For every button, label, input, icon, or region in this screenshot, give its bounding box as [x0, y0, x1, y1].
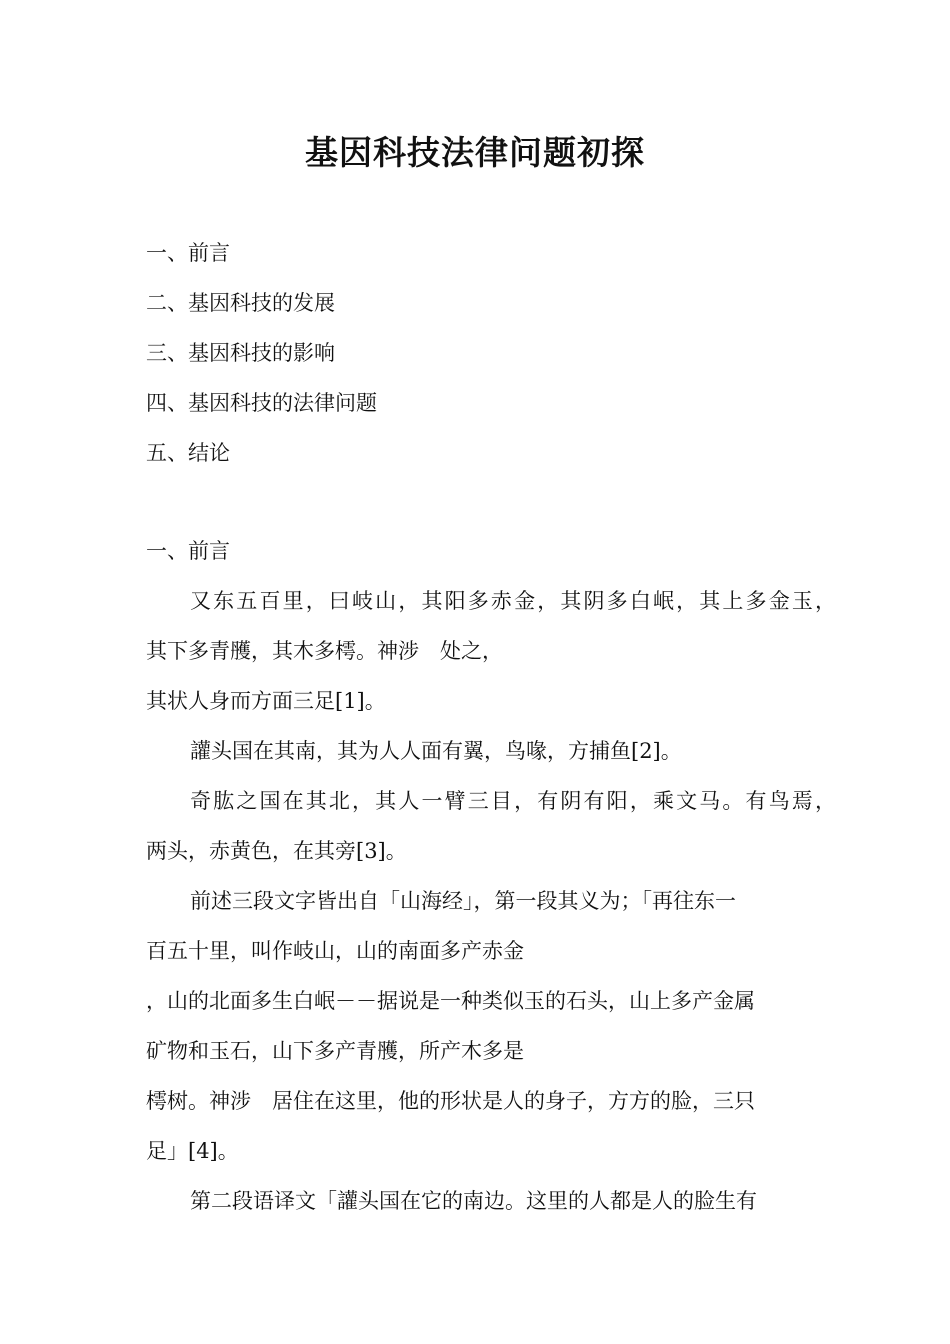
paragraph-line: 百五十里，叫作岐山，山的南面多产赤金 — [146, 939, 524, 963]
paragraph-line: 奇肱之国在其北，其人一臂三目，有阴有阳，乘文马。有鸟焉， — [190, 789, 836, 813]
toc-item-introduction: 一、前言 — [146, 241, 230, 265]
paragraph-line: 两头，赤黄色，在其旁[3]。 — [146, 839, 407, 863]
paragraph-line: ，山的北面多生白岷－－据说是一种类似玉的石头，山上多产金属 — [146, 989, 755, 1013]
document-title: 基因科技法律问题初探 — [305, 133, 645, 172]
paragraph-line: 其下多青雘，其木多樗。神涉 处之， — [146, 639, 503, 663]
section-heading: 一、前言 — [146, 539, 230, 563]
paragraph-line: 前述三段文字皆出自「山海经」，第一段其义为；「再往东一 — [190, 889, 736, 913]
toc-item-legal-issues: 四、基因科技的法律问题 — [146, 391, 377, 415]
paragraph-line: 樗树。神涉 居住在这里，他的形状是人的身子，方方的脸，三只 — [146, 1089, 755, 1113]
body-text — [146, 576, 836, 1226]
paragraph-line: 其状人身而方面三足[1]。 — [146, 689, 386, 713]
paragraph-line: 矿物和玉石，山下多产青雘，所产木多是 — [146, 1039, 524, 1063]
table-of-contents — [146, 228, 826, 478]
paragraph-line: 足」[4]。 — [146, 1139, 239, 1163]
paragraph-line: 第二段语译文「讙头国在它的南边。这里的人都是人的脸生有 — [190, 1189, 757, 1213]
paragraph-line: 又东五百里，曰岐山，其阳多赤金，其阴多白岷，其上多金玉， — [190, 589, 836, 613]
toc-item-development: 二、基因科技的发展 — [146, 291, 335, 315]
toc-item-conclusion: 五、结论 — [146, 441, 230, 465]
toc-item-impact: 三、基因科技的影响 — [146, 341, 335, 365]
paragraph-line: 讙头国在其南，其为人人面有翼，鸟喙，方捕鱼[2]。 — [190, 739, 682, 763]
